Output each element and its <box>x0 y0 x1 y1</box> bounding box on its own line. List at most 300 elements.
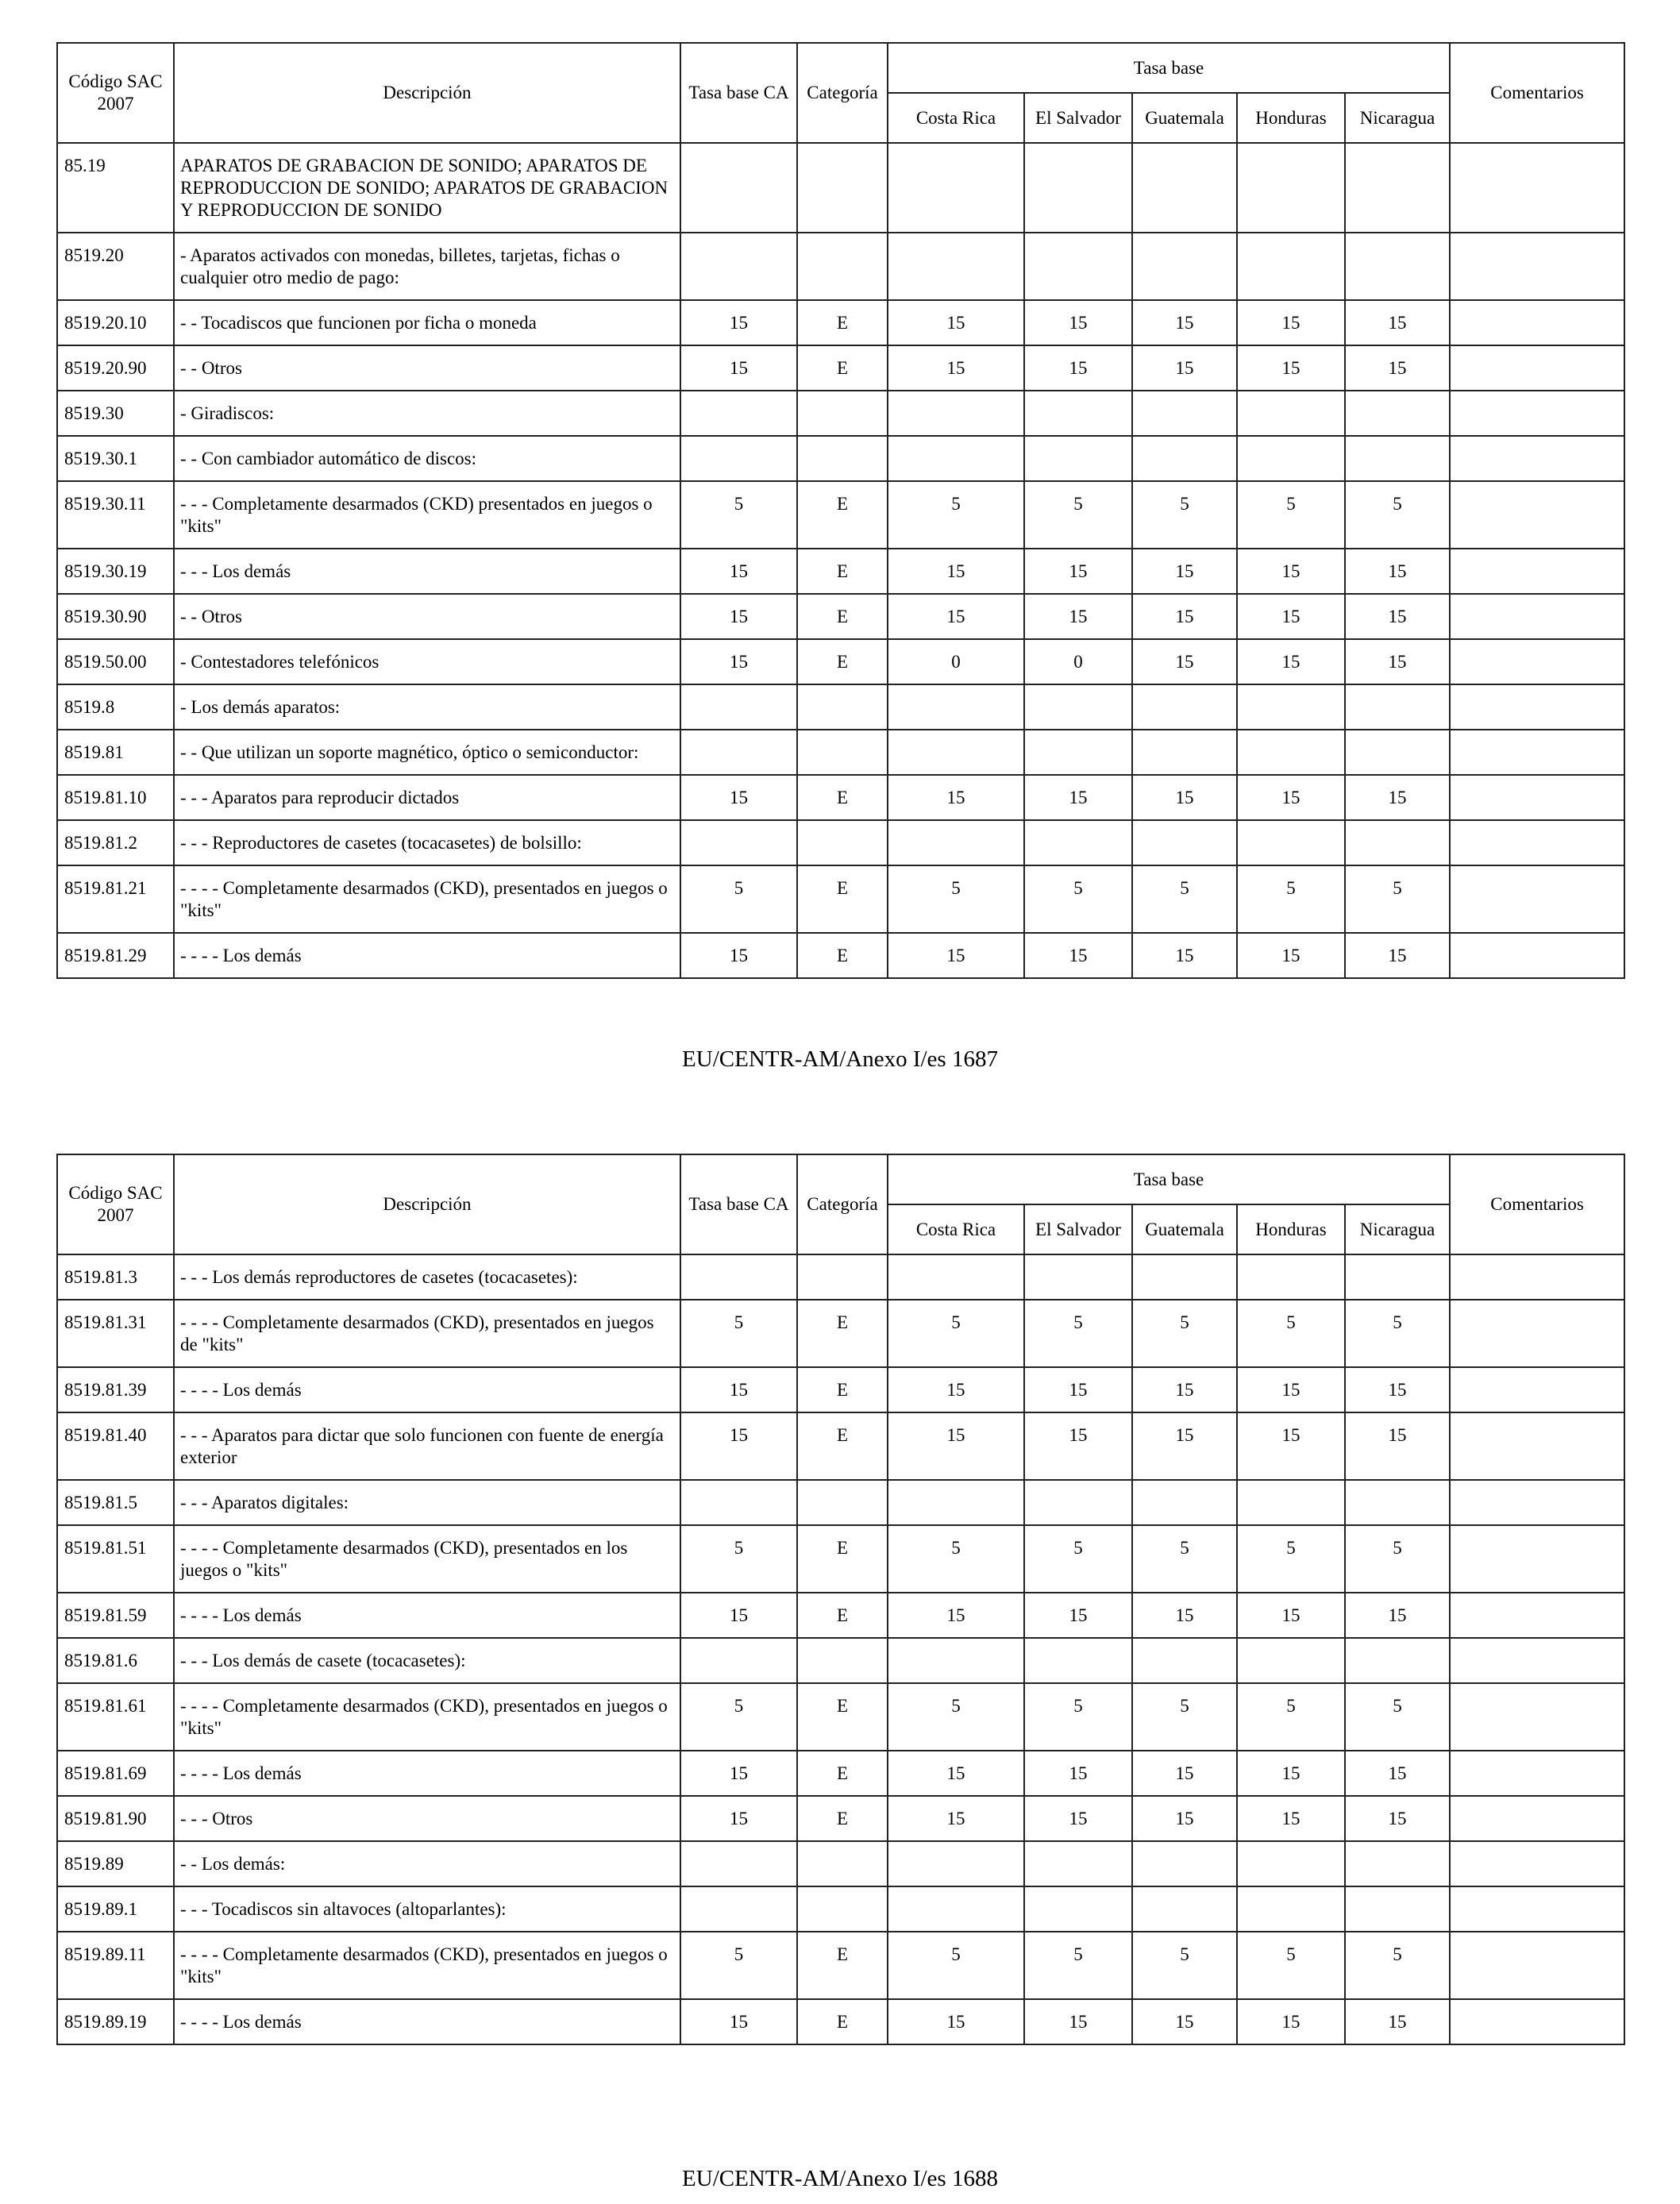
cell-code: 8519.81.3 <box>57 1254 174 1300</box>
cell-costa-rica: 15 <box>888 1367 1024 1412</box>
cell-base-rate-ca <box>680 391 797 436</box>
cell-base-rate-ca <box>680 1841 797 1886</box>
cell-nicaragua: 5 <box>1345 481 1450 549</box>
cell-el-salvador: 5 <box>1024 1932 1132 1999</box>
cell-costa-rica: 5 <box>888 1683 1024 1751</box>
cell-guatemala <box>1132 1638 1237 1683</box>
cell-honduras: 5 <box>1237 1683 1345 1751</box>
cell-code: 8519.81.5 <box>57 1480 174 1525</box>
cell-el-salvador: 5 <box>1024 1525 1132 1593</box>
cell-costa-rica: 15 <box>888 549 1024 594</box>
table-row <box>57 1593 1624 1638</box>
cell-code: 8519.89.19 <box>57 1999 174 2044</box>
table-row <box>57 143 1624 233</box>
cell-base-rate-ca: 15 <box>680 300 797 345</box>
cell-nicaragua: 15 <box>1345 1796 1450 1841</box>
cell-honduras: 5 <box>1237 1300 1345 1367</box>
cell-guatemala <box>1132 1886 1237 1932</box>
cell-guatemala: 5 <box>1132 1683 1237 1751</box>
cell-el-salvador <box>1024 1480 1132 1525</box>
cell-description: - - Con cambiador automático de discos: <box>174 436 680 481</box>
cell-category <box>797 1480 888 1525</box>
cell-category: E <box>797 639 888 684</box>
cell-category: E <box>797 1367 888 1412</box>
cell-honduras <box>1237 1886 1345 1932</box>
cell-description: - - - - Completamente desarmados (CKD), presentados en juegos de "kits" <box>174 1300 680 1367</box>
table-body <box>57 1254 1624 2044</box>
cell-honduras: 5 <box>1237 865 1345 933</box>
cell-costa-rica <box>888 436 1024 481</box>
header-comments: Comentarios <box>1450 1154 1624 1254</box>
cell-honduras <box>1237 730 1345 775</box>
cell-nicaragua <box>1345 233 1450 300</box>
cell-el-salvador <box>1024 730 1132 775</box>
cell-comments <box>1450 1593 1624 1638</box>
page-footer-1688: EU/CENTR-AM/Anexo I/es 1688 <box>682 2166 998 2191</box>
cell-comments <box>1450 684 1624 730</box>
cell-base-rate-ca: 15 <box>680 1796 797 1841</box>
cell-base-rate-ca: 15 <box>680 1412 797 1480</box>
table-row <box>57 820 1624 865</box>
cell-nicaragua <box>1345 1886 1450 1932</box>
table-row <box>57 1932 1624 1999</box>
table-row <box>57 1841 1624 1886</box>
cell-honduras <box>1237 684 1345 730</box>
cell-honduras: 15 <box>1237 300 1345 345</box>
cell-comments <box>1450 1796 1624 1841</box>
cell-guatemala: 15 <box>1132 549 1237 594</box>
cell-honduras <box>1237 820 1345 865</box>
cell-description: - Aparatos activados con monedas, billetes, tarjetas, fichas o cualquier otro medio de pago: <box>174 233 680 300</box>
cell-honduras: 15 <box>1237 1412 1345 1480</box>
cell-base-rate-ca <box>680 730 797 775</box>
cell-guatemala: 5 <box>1132 1932 1237 1999</box>
cell-code: 8519.20 <box>57 233 174 300</box>
cell-description: - - - - Los demás <box>174 1751 680 1796</box>
cell-el-salvador: 5 <box>1024 865 1132 933</box>
cell-el-salvador: 15 <box>1024 300 1132 345</box>
cell-category: E <box>797 1525 888 1593</box>
cell-honduras: 15 <box>1237 639 1345 684</box>
cell-category <box>797 391 888 436</box>
cell-costa-rica: 15 <box>888 1412 1024 1480</box>
cell-comments <box>1450 1683 1624 1751</box>
cell-category <box>797 233 888 300</box>
table-row <box>57 391 1624 436</box>
cell-comments <box>1450 1367 1624 1412</box>
cell-code: 8519.81.90 <box>57 1796 174 1841</box>
cell-base-rate-ca: 15 <box>680 775 797 820</box>
cell-comments <box>1450 1841 1624 1886</box>
cell-description: - Los demás aparatos: <box>174 684 680 730</box>
cell-category: E <box>797 549 888 594</box>
cell-guatemala <box>1132 1480 1237 1525</box>
cell-code: 8519.81.61 <box>57 1683 174 1751</box>
cell-guatemala: 15 <box>1132 1412 1237 1480</box>
cell-nicaragua <box>1345 1638 1450 1683</box>
cell-description: - - - - Los demás <box>174 1999 680 2044</box>
cell-nicaragua: 15 <box>1345 1367 1450 1412</box>
cell-honduras <box>1237 143 1345 233</box>
cell-code: 8519.30.1 <box>57 436 174 481</box>
cell-description: - - Otros <box>174 594 680 639</box>
header-base-rate-group: Tasa base <box>888 1154 1450 1204</box>
cell-code: 8519.81.10 <box>57 775 174 820</box>
cell-el-salvador <box>1024 436 1132 481</box>
page-footer-1687: EU/CENTR-AM/Anexo I/es 1687 <box>682 1046 998 1072</box>
cell-description: - - - Aparatos para dictar que solo funcionen con fuente de energía exterior <box>174 1412 680 1480</box>
cell-guatemala <box>1132 233 1237 300</box>
cell-code: 8519.81.2 <box>57 820 174 865</box>
cell-costa-rica <box>888 1638 1024 1683</box>
cell-base-rate-ca: 5 <box>680 481 797 549</box>
cell-el-salvador <box>1024 1841 1132 1886</box>
cell-el-salvador: 15 <box>1024 933 1132 978</box>
cell-description: - - - Tocadiscos sin altavoces (altoparlantes): <box>174 1886 680 1932</box>
cell-el-salvador: 15 <box>1024 549 1132 594</box>
table-row <box>57 549 1624 594</box>
header-comments: Comentarios <box>1450 43 1624 143</box>
cell-costa-rica: 15 <box>888 300 1024 345</box>
cell-guatemala: 15 <box>1132 300 1237 345</box>
cell-guatemala: 15 <box>1132 639 1237 684</box>
cell-costa-rica: 5 <box>888 1300 1024 1367</box>
cell-base-rate-ca: 15 <box>680 1999 797 2044</box>
cell-honduras: 15 <box>1237 1593 1345 1638</box>
table-row <box>57 1254 1624 1300</box>
cell-honduras: 15 <box>1237 1796 1345 1841</box>
header-code: Código SAC 2007 <box>57 43 174 143</box>
table-row <box>57 1525 1624 1593</box>
cell-base-rate-ca: 15 <box>680 639 797 684</box>
cell-category: E <box>797 1932 888 1999</box>
cell-costa-rica: 15 <box>888 1999 1024 2044</box>
cell-base-rate-ca: 15 <box>680 549 797 594</box>
cell-base-rate-ca: 5 <box>680 1525 797 1593</box>
cell-nicaragua: 15 <box>1345 1593 1450 1638</box>
cell-comments <box>1450 143 1624 233</box>
cell-nicaragua <box>1345 730 1450 775</box>
cell-nicaragua: 15 <box>1345 549 1450 594</box>
cell-comments <box>1450 639 1624 684</box>
cell-base-rate-ca <box>680 143 797 233</box>
cell-base-rate-ca: 5 <box>680 1683 797 1751</box>
cell-base-rate-ca: 15 <box>680 594 797 639</box>
cell-nicaragua <box>1345 391 1450 436</box>
cell-costa-rica: 0 <box>888 639 1024 684</box>
cell-description: - Contestadores telefónicos <box>174 639 680 684</box>
cell-guatemala <box>1132 820 1237 865</box>
table-row <box>57 233 1624 300</box>
cell-el-salvador: 5 <box>1024 1300 1132 1367</box>
cell-costa-rica: 5 <box>888 1932 1024 1999</box>
cell-guatemala: 15 <box>1132 594 1237 639</box>
cell-costa-rica <box>888 391 1024 436</box>
cell-nicaragua <box>1345 436 1450 481</box>
table-row <box>57 1886 1624 1932</box>
cell-nicaragua: 15 <box>1345 1751 1450 1796</box>
cell-code: 8519.50.00 <box>57 639 174 684</box>
cell-el-salvador: 15 <box>1024 775 1132 820</box>
header-base-rate-ca: Tasa base CA <box>680 1154 797 1254</box>
header-base-rate-ca: Tasa base CA <box>680 43 797 143</box>
cell-comments <box>1450 1999 1624 2044</box>
cell-honduras: 15 <box>1237 594 1345 639</box>
cell-costa-rica: 15 <box>888 1593 1024 1638</box>
cell-comments <box>1450 1886 1624 1932</box>
cell-comments <box>1450 300 1624 345</box>
cell-el-salvador <box>1024 820 1132 865</box>
cell-nicaragua: 5 <box>1345 1932 1450 1999</box>
cell-honduras: 15 <box>1237 775 1345 820</box>
tariff-table-page-2 <box>56 1154 1625 2045</box>
cell-comments <box>1450 933 1624 978</box>
cell-code: 8519.30.90 <box>57 594 174 639</box>
cell-guatemala <box>1132 1841 1237 1886</box>
cell-nicaragua: 5 <box>1345 1300 1450 1367</box>
cell-category <box>797 1638 888 1683</box>
cell-honduras: 15 <box>1237 549 1345 594</box>
cell-comments <box>1450 549 1624 594</box>
cell-code: 8519.8 <box>57 684 174 730</box>
cell-base-rate-ca <box>680 1638 797 1683</box>
cell-nicaragua: 15 <box>1345 594 1450 639</box>
cell-guatemala: 5 <box>1132 1525 1237 1593</box>
cell-el-salvador <box>1024 1254 1132 1300</box>
cell-base-rate-ca <box>680 1886 797 1932</box>
cell-comments <box>1450 730 1624 775</box>
cell-category: E <box>797 481 888 549</box>
cell-code: 8519.81.6 <box>57 1638 174 1683</box>
cell-el-salvador: 0 <box>1024 639 1132 684</box>
cell-guatemala: 5 <box>1132 481 1237 549</box>
cell-base-rate-ca <box>680 820 797 865</box>
cell-el-salvador <box>1024 143 1132 233</box>
cell-nicaragua <box>1345 1254 1450 1300</box>
header-base-rate-group: Tasa base <box>888 43 1450 93</box>
header-guatemala: Guatemala <box>1132 93 1237 143</box>
cell-costa-rica <box>888 1254 1024 1300</box>
cell-comments <box>1450 1412 1624 1480</box>
cell-nicaragua: 15 <box>1345 639 1450 684</box>
cell-comments <box>1450 391 1624 436</box>
cell-el-salvador <box>1024 233 1132 300</box>
header-category: Categoría <box>797 43 888 143</box>
header-el-salvador: El Salvador <box>1024 1204 1132 1254</box>
cell-honduras <box>1237 1638 1345 1683</box>
header-costa-rica: Costa Rica <box>888 1204 1024 1254</box>
cell-category: E <box>797 1412 888 1480</box>
cell-comments <box>1450 1300 1624 1367</box>
cell-code: 8519.20.90 <box>57 345 174 391</box>
cell-base-rate-ca: 5 <box>680 1932 797 1999</box>
table-row <box>57 436 1624 481</box>
cell-description: - - - - Los demás <box>174 1367 680 1412</box>
cell-nicaragua: 5 <box>1345 865 1450 933</box>
table-row <box>57 1751 1624 1796</box>
cell-nicaragua <box>1345 684 1450 730</box>
table-row <box>57 1300 1624 1367</box>
table-row <box>57 300 1624 345</box>
cell-description: - - - Aparatos para reproducir dictados <box>174 775 680 820</box>
cell-category: E <box>797 1796 888 1841</box>
cell-category: E <box>797 1683 888 1751</box>
cell-costa-rica: 15 <box>888 775 1024 820</box>
cell-comments <box>1450 594 1624 639</box>
table-row <box>57 730 1624 775</box>
cell-category <box>797 436 888 481</box>
cell-honduras: 5 <box>1237 481 1345 549</box>
cell-honduras <box>1237 1480 1345 1525</box>
cell-el-salvador: 15 <box>1024 345 1132 391</box>
cell-comments <box>1450 233 1624 300</box>
cell-code: 8519.81.31 <box>57 1300 174 1367</box>
cell-description: - - Tocadiscos que funcionen por ficha o moneda <box>174 300 680 345</box>
cell-base-rate-ca: 15 <box>680 1751 797 1796</box>
cell-code: 8519.81.59 <box>57 1593 174 1638</box>
cell-nicaragua: 15 <box>1345 775 1450 820</box>
cell-el-salvador: 15 <box>1024 1412 1132 1480</box>
cell-code: 8519.89.11 <box>57 1932 174 1999</box>
cell-costa-rica <box>888 730 1024 775</box>
cell-honduras: 5 <box>1237 1525 1345 1593</box>
cell-honduras <box>1237 1841 1345 1886</box>
cell-honduras <box>1237 233 1345 300</box>
table-row <box>57 684 1624 730</box>
cell-costa-rica: 5 <box>888 865 1024 933</box>
cell-comments <box>1450 820 1624 865</box>
cell-base-rate-ca <box>680 1254 797 1300</box>
cell-nicaragua: 15 <box>1345 1999 1450 2044</box>
table-row <box>57 639 1624 684</box>
cell-category: E <box>797 345 888 391</box>
cell-comments <box>1450 345 1624 391</box>
cell-costa-rica <box>888 1841 1024 1886</box>
header-el-salvador: El Salvador <box>1024 93 1132 143</box>
cell-base-rate-ca: 5 <box>680 865 797 933</box>
cell-description: - - Los demás: <box>174 1841 680 1886</box>
cell-el-salvador <box>1024 1886 1132 1932</box>
cell-description: - - - Los demás reproductores de casetes (tocacasetes): <box>174 1254 680 1300</box>
table-row <box>57 1683 1624 1751</box>
cell-honduras: 5 <box>1237 1932 1345 1999</box>
table-row <box>57 933 1624 978</box>
header-description: Descripción <box>174 43 680 143</box>
cell-description: APARATOS DE GRABACION DE SONIDO; APARATOS DE REPRODUCCION DE SONIDO; APARATOS DE GRABACION Y REPRODUCCION DE SONIDO <box>174 143 680 233</box>
cell-base-rate-ca: 5 <box>680 1300 797 1367</box>
cell-code: 8519.81.69 <box>57 1751 174 1796</box>
cell-el-salvador: 15 <box>1024 1367 1132 1412</box>
cell-honduras: 15 <box>1237 933 1345 978</box>
header-honduras: Honduras <box>1237 93 1345 143</box>
cell-nicaragua: 15 <box>1345 933 1450 978</box>
cell-code: 8519.20.10 <box>57 300 174 345</box>
cell-code: 8519.81 <box>57 730 174 775</box>
table-row <box>57 865 1624 933</box>
cell-category: E <box>797 1751 888 1796</box>
cell-el-salvador: 15 <box>1024 1593 1132 1638</box>
cell-guatemala: 15 <box>1132 345 1237 391</box>
table-row <box>57 1480 1624 1525</box>
cell-category: E <box>797 1593 888 1638</box>
table-row <box>57 1412 1624 1480</box>
cell-guatemala <box>1132 684 1237 730</box>
table-row <box>57 1796 1624 1841</box>
cell-description: - - Otros <box>174 345 680 391</box>
cell-costa-rica: 15 <box>888 1751 1024 1796</box>
cell-guatemala: 15 <box>1132 1751 1237 1796</box>
cell-guatemala: 15 <box>1132 1999 1237 2044</box>
cell-costa-rica: 15 <box>888 594 1024 639</box>
cell-category <box>797 684 888 730</box>
cell-comments <box>1450 436 1624 481</box>
cell-costa-rica: 15 <box>888 1796 1024 1841</box>
table-row <box>57 1638 1624 1683</box>
cell-el-salvador: 5 <box>1024 481 1132 549</box>
cell-code: 8519.81.40 <box>57 1412 174 1480</box>
cell-honduras: 15 <box>1237 1999 1345 2044</box>
cell-description: - - - - Los demás <box>174 933 680 978</box>
cell-nicaragua <box>1345 820 1450 865</box>
cell-code: 8519.30.19 <box>57 549 174 594</box>
cell-base-rate-ca <box>680 1480 797 1525</box>
cell-description: - - - Otros <box>174 1796 680 1841</box>
cell-el-salvador: 15 <box>1024 1999 1132 2044</box>
cell-comments <box>1450 1254 1624 1300</box>
cell-description: - - - - Completamente desarmados (CKD), presentados en juegos o "kits" <box>174 1683 680 1751</box>
cell-guatemala <box>1132 436 1237 481</box>
cell-costa-rica <box>888 1886 1024 1932</box>
cell-code: 8519.89.1 <box>57 1886 174 1932</box>
table-body <box>57 143 1624 978</box>
table-row <box>57 1367 1624 1412</box>
cell-description: - - - Completamente desarmados (CKD) presentados en juegos o "kits" <box>174 481 680 549</box>
cell-comments <box>1450 1525 1624 1593</box>
cell-costa-rica <box>888 143 1024 233</box>
cell-guatemala: 15 <box>1132 933 1237 978</box>
cell-honduras: 15 <box>1237 345 1345 391</box>
cell-costa-rica <box>888 820 1024 865</box>
cell-base-rate-ca: 15 <box>680 345 797 391</box>
tariff-table-page-1 <box>56 42 1625 979</box>
cell-comments <box>1450 1638 1624 1683</box>
cell-honduras: 15 <box>1237 1751 1345 1796</box>
cell-comments <box>1450 865 1624 933</box>
cell-nicaragua: 15 <box>1345 1412 1450 1480</box>
cell-description: - - - - Completamente desarmados (CKD), presentados en los juegos o "kits" <box>174 1525 680 1593</box>
cell-base-rate-ca: 15 <box>680 1593 797 1638</box>
table-row <box>57 345 1624 391</box>
cell-code: 8519.81.51 <box>57 1525 174 1593</box>
cell-el-salvador: 5 <box>1024 1683 1132 1751</box>
table-row <box>57 775 1624 820</box>
cell-category: E <box>797 933 888 978</box>
cell-costa-rica: 5 <box>888 481 1024 549</box>
header-honduras: Honduras <box>1237 1204 1345 1254</box>
cell-nicaragua <box>1345 1480 1450 1525</box>
cell-base-rate-ca: 15 <box>680 933 797 978</box>
table-row <box>57 1999 1624 2044</box>
cell-category <box>797 143 888 233</box>
cell-costa-rica: 5 <box>888 1525 1024 1593</box>
cell-category: E <box>797 865 888 933</box>
cell-el-salvador <box>1024 684 1132 730</box>
cell-el-salvador <box>1024 391 1132 436</box>
cell-category <box>797 1841 888 1886</box>
cell-description: - - Que utilizan un soporte magnético, óptico o semiconductor: <box>174 730 680 775</box>
header-category: Categoría <box>797 1154 888 1254</box>
cell-guatemala: 5 <box>1132 865 1237 933</box>
